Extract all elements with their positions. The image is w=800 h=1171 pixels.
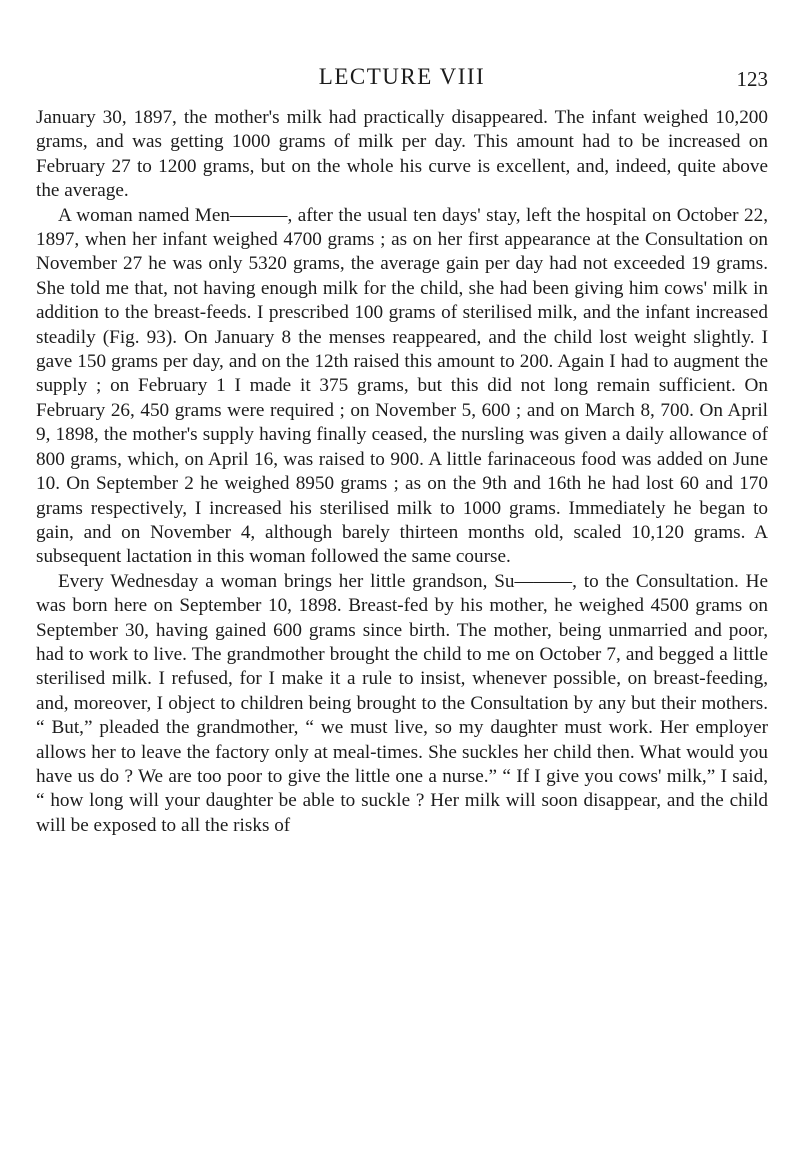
body-text xyxy=(36,106,768,838)
paragraph-continuation: January 30, 1897, the mother's milk had practically disappeared. The infant weighed 10,200 grams, and was getting 1000 grams of milk per day. This amount had to be increased on February 27 to 1200 grams, but on the whole his curve is excellent, and, indeed, quite above the average. xyxy=(36,107,768,202)
paragraph-su-case: Every Wednesday a woman brings her little grandson, Su———, to the Consultation. He was born here on September 10, 1898. Breast-fed by his mother, he weighed 4500 grams on September 30, having gained 600 grams since birth. The mother, being unmarried and poor, had to work to live. The grandmother brought the child to me on October 7, and begged a little sterilised milk. I refused, for I make it a rule to insist, whenever possible, on breast-feeding, and, moreover, I object to children being brought to the Consultation by any but their mothers. “ But,” pleaded the grandmother, “ we must live, so my daughter must work. Her employer allows her to leave the factory only at meal-times. She suckles her child then. What would you have us do ? We are too poor to give the little one a nurse.” “ If I give you cows' milk,” I said, “ how long will your daughter be able to suckle ? Her milk will soon disappear, and the child will be exposed to all the risks of xyxy=(36,570,768,836)
page-number: 123 xyxy=(736,67,768,91)
paragraph-men-case: A woman named Men———, after the usual ten days' stay, left the hospital on October 22, 1897, when her infant weighed 4700 grams ; as on her first appearance at the Consultation on November 27 he was only 5320 grams, the average gain per day had not exceeded 19 grams. She told me that, not having enough milk for the child, she had been giving him cows' milk in addition to the breast-feeds. I prescribed 100 grams of sterilised milk, and the infant increased steadily (Fig. 93). On January 8 the menses reappeared, and the child lost weight slightly. I gave 150 grams per day, and on the 12th raised this amount to 200. Again I had to augment the supply ; on February 1 I made it 375 grams, but this did not long remain sufficient. On February 26, 450 grams were required ; on November 5, 600 ; and on March 8, 700. On April 9, 1898, the mother's supply having finally ceased, the nursling was given a daily allowance of 800 grams, which, on April 16, was raised to 900. A little farinaceous food was added on June 10. On September 2 he weighed 8950 grams ; as on the 9th and 16th he had lost 60 and 170 grams respectively, I increased his sterilised milk to 1000 grams. Immediately he began to gain, and on November 4, although barely thirteen months old, scaled 10,120 grams. A subsequent lactation in this woman followed the same course. xyxy=(36,204,768,568)
book-page xyxy=(36,62,768,838)
running-title: LECTURE VIII xyxy=(318,64,486,89)
running-head xyxy=(36,62,768,96)
